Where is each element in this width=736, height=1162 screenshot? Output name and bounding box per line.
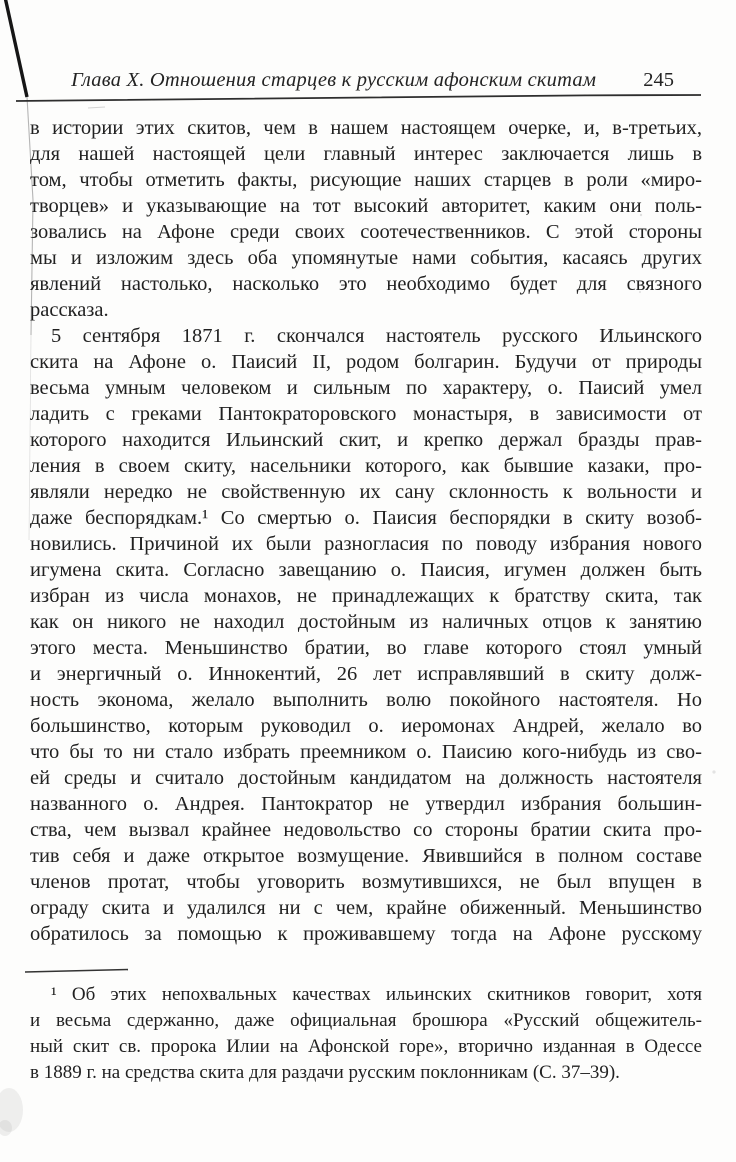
text-line: зовались на Афоне среди своих соотечественников. С этой стороны: [30, 221, 702, 243]
text-line: как он никого не находил достойным из наличных отцов к занятию: [30, 611, 702, 633]
header-rule-smudge: [88, 107, 105, 108]
text-line: тив себя и даже открытое возмущение. Явившийся в полном составе: [30, 845, 702, 867]
text-line: явлений настолько, насколько это необходимо будет для связного: [30, 273, 702, 295]
text-line: названного о. Андрея. Пантократор не утвердил избрания большин-: [30, 793, 702, 815]
text-line: том, чтобы отметить факты, рисующие наших старцев в роли «миро-: [30, 169, 702, 191]
text-line: и весьма сдержанно, даже официальная брошюра «Русский общежитель-: [30, 1010, 702, 1031]
text-line: ограду скита и удалился ни с чем, крайне обиженный. Меньшинство: [30, 897, 702, 919]
footnote-separator: [25, 970, 128, 973]
text-line: избран из числа монахов, не принадлежащих к братству скита, так: [30, 585, 702, 607]
text-line: весьма умным человеком и сильным по характеру, о. Паисий умел: [30, 377, 702, 399]
text-line: и энергичный о. Иннокентий, 26 лет исправлявший в скиту долж-: [30, 663, 702, 685]
text-line: новились. Причиной их были разногласия по поводу избрания нового: [30, 533, 702, 555]
text-line: этого места. Меньшинство братии, во главе которого стоял умный: [30, 637, 702, 659]
text-line: ¹ Об этих непохвальных качествах ильинских скитников говорит, хотя: [51, 984, 702, 1005]
text-line: ства, чем вызвал крайнее недовольство со стороны братии скита про-: [30, 819, 702, 841]
text-line: ный скит св. пророка Илии на Афонской горе», вторично изданная в Одессе: [30, 1036, 702, 1057]
page-number: 245: [643, 69, 674, 91]
text-line: для нашей настоящей цели главный интерес заключается лишь в: [30, 143, 702, 165]
text-line: творцев» и указывающие на тот высокий авторитет, каким они поль-: [30, 195, 702, 217]
text-line: даже беспорядкам.¹ Со смертью о. Паисия беспорядки в скиту возоб-: [30, 507, 702, 529]
text-line: обратилось за помощью к проживавшему тогда на Афоне русскому: [30, 923, 702, 945]
text-line: игумена скита. Согласно завещанию о. Паисия, игумен должен быть: [30, 559, 702, 581]
page-header: [30, 68, 674, 92]
text-line: членов протат, чтобы уговорить возмутившихся, не был впущен в: [30, 871, 702, 893]
page-edge-crease: [5, 0, 27, 97]
running-chapter-title: Глава X. Отношения старцев к русским афонским скитам: [71, 69, 597, 91]
scan-speck: [712, 770, 715, 773]
scan-noise-blob-small: [0, 1120, 12, 1136]
text-line: ность эконома, желало выполнить волю покойного настоятеля. Но: [30, 689, 702, 711]
header-rule: [16, 95, 701, 101]
text-line: что бы то ни стало избрать преемником о. Паисию кого-нибудь из сво-: [30, 741, 702, 763]
body-text: [30, 115, 702, 947]
text-line: мы и изложим здесь оба упомянутые нами события, касаясь других: [30, 247, 702, 269]
footnote: [30, 982, 702, 1086]
scan-noise-blob: [0, 1088, 23, 1132]
text-line: в истории этих скитов, чем в нашем настоящем очерке, и, в-третьих,: [30, 117, 702, 139]
text-line: в 1889 г. на средства скита для раздачи русским поклонникам (С. 37–39).: [30, 1062, 620, 1083]
paragraph-continuation: [30, 115, 702, 323]
text-line: ления в своем скиту, насельники которого, как бывшие казаки, про-: [30, 455, 702, 477]
text-line: которого находится Ильинский скит, и крепко держал бразды прав-: [30, 429, 702, 451]
text-line: большинство, которым руководил о. иеромонах Андрей, желало во: [30, 715, 702, 737]
text-line: ей среды и считало достойным кандидатом на должность настоятеля: [30, 767, 702, 789]
paragraph-main: [30, 323, 702, 947]
text-line: 5 сентября 1871 г. скончался настоятель русского Ильинского: [51, 325, 702, 347]
text-line: скита на Афоне о. Паисий II, родом болгарин. Будучи от природы: [30, 351, 702, 373]
text-line: ладить с греками Пантократоровского монастыря, в зависимости от: [30, 403, 702, 425]
text-line: являли нередко не свойственную их сану склонность к вольности и: [30, 481, 702, 503]
text-line: рассказа.: [30, 299, 109, 321]
